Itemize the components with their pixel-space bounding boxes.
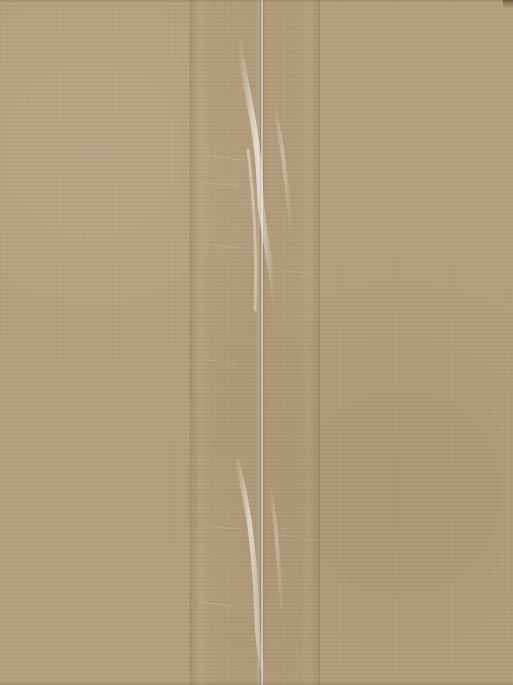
tape-texture-patches	[197, 144, 314, 617]
upper-right-tape-shine	[274, 108, 292, 232]
